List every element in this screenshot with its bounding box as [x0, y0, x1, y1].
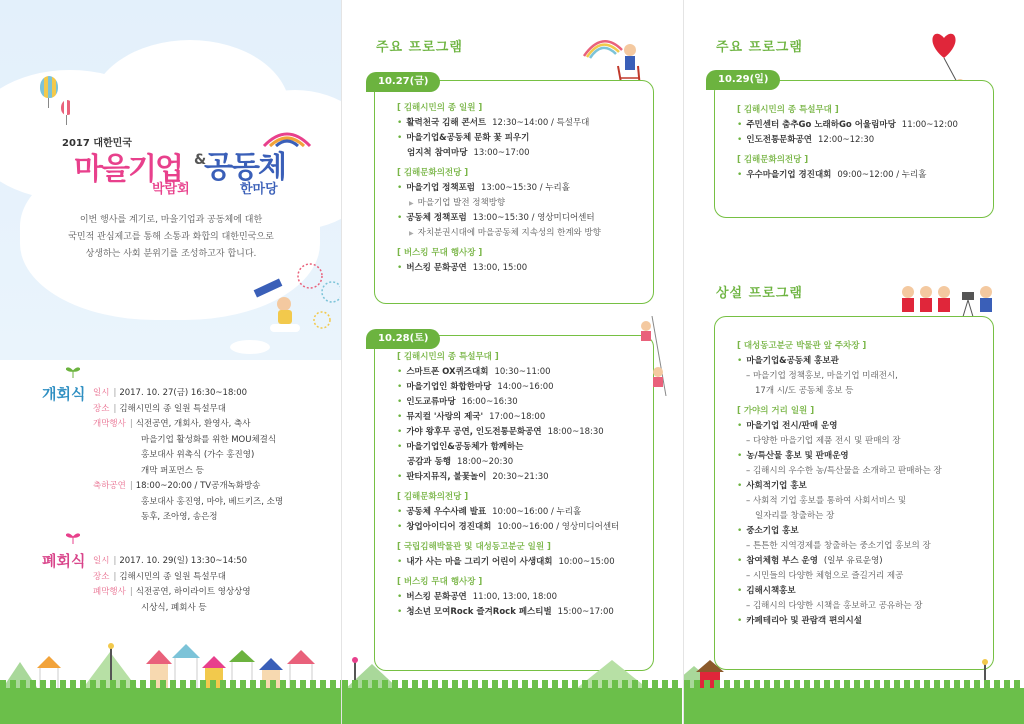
detail-value: 동후, 조아영, 송은정	[141, 512, 218, 522]
program-item	[397, 131, 601, 146]
program-name: 인도교류마당	[406, 397, 456, 407]
program-item-description	[737, 599, 942, 614]
program-item	[397, 181, 601, 196]
roof-icon	[262, 128, 312, 148]
program-item	[397, 410, 619, 425]
detail-value: 김해시민의 종 일원 특설무대	[119, 403, 226, 414]
program-item	[737, 354, 942, 369]
program-time: 튼튼한 지역경제를 창출하는 중소기업 홍보의 장	[752, 541, 931, 551]
program-time: 15:00~17:00	[557, 607, 614, 617]
detail-row	[93, 448, 283, 464]
detail-row	[93, 601, 251, 617]
detail-program-card	[714, 316, 994, 670]
intro-text	[40, 212, 302, 263]
program-list	[737, 339, 942, 629]
separator: |	[129, 419, 133, 429]
sprout-icon	[66, 366, 80, 378]
venue-heading: [ 김해문화의전당 ]	[737, 155, 809, 165]
program-item	[397, 470, 619, 485]
detail-value: 김해시민의 종 일원 특설무대	[119, 571, 226, 582]
program-name: 중소기업 홍보	[746, 526, 799, 536]
program-name: 가야 왕후무 공연, 인도전통문화공연	[406, 427, 542, 437]
program-item-description	[737, 369, 942, 384]
program-item-note	[397, 226, 601, 241]
logo-year: 2017 대한민국	[62, 138, 132, 149]
main-program-panel	[341, 0, 682, 724]
detail-value: 홍보대사 위촉식 (가수 홍진영)	[141, 450, 255, 460]
program-item	[397, 261, 601, 276]
date-tag: 10.28(토)	[366, 329, 440, 349]
detail-value: 홍보대사 홍진영, 마야, 베드키즈, 소명	[141, 496, 284, 507]
program-time: 10:30~11:00	[494, 367, 551, 377]
program-item-description	[737, 494, 942, 509]
program-item	[737, 524, 942, 539]
separator: |	[113, 556, 117, 566]
detail-row	[93, 495, 283, 511]
program-item	[737, 554, 942, 569]
program-name: 뮤지컬 '사랑의 제국'	[406, 412, 484, 422]
program-time: 마을기업 발전 정책방향	[417, 198, 506, 208]
venue-heading: [ 버스킹 무대 행사장 ]	[397, 248, 483, 258]
venue-heading: [ 김해시민의 종 특설무대 ]	[737, 105, 839, 115]
program-item-description	[737, 539, 942, 554]
program-time: 20:30~21:30	[492, 472, 549, 482]
date-tag: 10.27(금)	[366, 72, 440, 92]
logo-subtitle-left: 박람회	[152, 182, 190, 197]
program-card-day1	[374, 80, 654, 304]
program-item	[397, 555, 619, 570]
closing-title: 폐회식	[42, 552, 86, 570]
program-item	[397, 365, 619, 380]
program-name: 엄지척 참여마당	[407, 148, 468, 158]
intro-line: 상생하는 사회 분위기를 조성하고자 합니다.	[85, 249, 257, 259]
detail-row	[93, 386, 283, 402]
grass-ground	[342, 688, 682, 724]
program-list	[737, 103, 958, 183]
date-tag: 10.29(일)	[706, 70, 780, 90]
program-time: 12:00~12:30	[818, 135, 875, 145]
program-time: 마을기업 정책홍보, 마을기업 미래전시,	[752, 371, 898, 381]
program-name: 청소년 모여Rock 즐겨Rock 페스티벌	[406, 607, 552, 617]
intro-line: 국민적 관심제고를 통해 소통과 화합의 대한민국으로	[68, 232, 274, 242]
venue-heading: [ 김해문화의전당 ]	[397, 168, 469, 178]
program-time: 10:00~15:00	[558, 557, 615, 567]
closing-details	[93, 554, 251, 616]
detail-key: 일시	[93, 388, 110, 398]
program-name: 버스킹 문화공연	[406, 592, 467, 602]
detail-value: 시상식, 폐회사 등	[141, 602, 207, 613]
program-item-description	[737, 509, 942, 524]
separator: |	[113, 403, 117, 414]
program-name: 공동체 정책포럼	[406, 213, 467, 223]
logo-ampersand: &	[194, 152, 207, 168]
detail-value: 식전공연, 하이라이트 영상상영	[135, 587, 251, 597]
logo-title-left: 마을기업	[74, 152, 182, 187]
program-time: 김해시의 다양한 시책을 홍보하고 공유하는 장	[752, 601, 923, 611]
program-name: 스마트폰 OX퀴즈대회	[406, 367, 489, 377]
program-name: 내가 사는 마을 그리기 어린이 사생대회	[406, 557, 553, 567]
program-name: 인도전통문화공연	[746, 135, 813, 145]
detail-value: 18:00~20:00 / TV공개녹화방송	[135, 481, 261, 491]
program-name: 김해시책홍보	[746, 586, 796, 596]
program-name: 공동체 우수사례 발표	[406, 507, 487, 517]
detail-program-panel	[683, 0, 1024, 724]
program-name: 마을기업 정책포럼	[406, 183, 475, 193]
program-time: 10:00~16:00 / 누리홀	[492, 507, 582, 517]
logo-subtitle-right: 한마당	[240, 182, 278, 197]
program-item	[737, 614, 942, 629]
program-name: 마을기업 전시/판매 운영	[746, 421, 838, 431]
festival-logo	[62, 132, 302, 202]
program-item	[397, 425, 619, 440]
detail-section-title: 상설 프로그램	[716, 286, 803, 301]
program-time: 다양한 마을기업 제품 전시 및 판매의 장	[752, 436, 901, 446]
detail-key: 일시	[93, 556, 110, 566]
program-item-description	[737, 384, 942, 399]
separator: |	[113, 388, 117, 398]
program-time: 11:00, 13:00, 18:00	[472, 592, 558, 602]
detail-key: 폐막행사	[93, 587, 126, 597]
program-time: 18:00~20:30	[457, 457, 514, 467]
detail-row	[93, 433, 283, 449]
program-item	[737, 479, 942, 494]
program-time: 17개 시/도 공동체 홍보 등	[755, 386, 854, 396]
venue-heading: [ 김해시민의 종 일원 ]	[397, 103, 483, 113]
program-item	[397, 605, 619, 620]
venue-heading: [ 김해문화의전당 ]	[397, 492, 469, 502]
program-item	[397, 590, 619, 605]
program-item	[737, 449, 942, 464]
program-time: 13:00, 15:00	[472, 263, 528, 273]
sprout-icon	[66, 532, 80, 544]
telescope-kid-illustration	[240, 262, 340, 342]
section-title: 주요 프로그램	[716, 40, 803, 55]
program-name: 판타지뮤직, 불꽃놀이	[406, 472, 487, 482]
program-name: 우수마을기업 경진대회	[746, 170, 832, 180]
program-time: 13:00~15:30 / 영상미디어센터	[472, 213, 595, 223]
venue-heading: [ 대성동고분군 박물관 앞 주차장 ]	[737, 341, 867, 351]
program-item	[397, 440, 619, 455]
detail-row	[93, 402, 283, 418]
grass-ground	[0, 688, 341, 724]
program-time: (일부 유료운영)	[823, 556, 883, 566]
program-card-day2	[374, 335, 654, 671]
program-item	[397, 505, 619, 520]
program-name: 마을기업인 화합한마당	[406, 382, 492, 392]
program-list	[397, 101, 601, 276]
program-name: 마을기업&공동체 홍보관	[746, 356, 839, 366]
program-item	[737, 168, 958, 183]
detail-value: 개막 퍼포먼스 등	[141, 465, 204, 476]
venue-heading: [ 김해시민의 종 특설무대 ]	[397, 352, 499, 362]
logo-title-right: 공동체	[204, 150, 285, 185]
program-item	[397, 380, 619, 395]
separator: |	[113, 571, 117, 582]
detail-value: 식전공연, 개회사, 환영사, 축사	[135, 419, 251, 429]
detail-value: 2017. 10. 27(금) 16:30~18:00	[119, 388, 248, 398]
separator: |	[129, 587, 133, 597]
program-time: 일자리를 창출하는 장	[755, 511, 835, 521]
program-name: 활력천국 김해 콘서트	[406, 118, 487, 128]
detail-row	[93, 417, 283, 433]
program-item	[737, 133, 958, 148]
detail-row	[93, 479, 283, 495]
program-time: 12:30~14:00 / 특설무대	[492, 118, 590, 128]
program-card-day3	[714, 80, 994, 218]
detail-key: 장소	[93, 571, 110, 582]
program-item	[737, 118, 958, 133]
program-time: 10:00~16:00 / 영상미디어센터	[497, 522, 620, 532]
cloud-decoration	[230, 340, 270, 354]
grass-ground	[684, 688, 1024, 724]
program-time: 11:00~12:00	[901, 120, 958, 130]
program-item-continued	[397, 455, 619, 470]
venue-heading: [ 가야의 거리 일원 ]	[737, 406, 815, 416]
climbing-kids-illustration	[632, 316, 672, 396]
detail-value: 마을기업 활성화를 위한 MOU체결식	[141, 434, 277, 445]
program-time: 09:00~12:00 / 누리홀	[837, 170, 927, 180]
detail-row	[93, 464, 283, 480]
opening-details	[93, 386, 283, 526]
program-time: 사회적 기업 홍보를 통하여 사회서비스 및	[752, 496, 907, 506]
detail-value: 2017. 10. 29(일) 13:30~14:50	[119, 556, 248, 566]
program-name: 주민센터 춤추Go 노래하Go 어울림마당	[746, 120, 896, 130]
separator: |	[129, 481, 133, 491]
detail-row	[93, 570, 251, 586]
program-name: 농/특산물 홍보 및 판매운영	[746, 451, 849, 461]
program-item	[737, 584, 942, 599]
cover-panel	[0, 0, 341, 724]
program-time: 17:00~18:00	[489, 412, 546, 422]
program-item	[397, 116, 601, 131]
detail-row	[93, 510, 283, 526]
intro-line: 이번 행사를 계기로, 마을기업과 공동체에 대한	[79, 215, 263, 225]
venue-heading: [ 국립김해박물관 및 대성동고분군 일원 ]	[397, 542, 551, 552]
program-time: 13:00~17:00	[473, 148, 530, 158]
program-item	[397, 395, 619, 410]
program-item	[397, 211, 601, 226]
program-name: 버스킹 문화공연	[406, 263, 467, 273]
program-name: 사회적기업 홍보	[746, 481, 807, 491]
program-item-continued	[397, 146, 601, 161]
program-time: 시민들의 다양한 체험으로 즐길거리 제공	[752, 571, 904, 581]
program-time: 14:00~16:00	[497, 382, 554, 392]
program-list	[397, 350, 619, 620]
detail-key: 장소	[93, 403, 110, 414]
program-time: 16:00~16:30	[461, 397, 518, 407]
program-name: 공감과 동행	[407, 457, 452, 467]
program-name: 참여체험 부스 운영	[746, 556, 818, 566]
program-time: 13:00~15:30 / 누리홀	[480, 183, 570, 193]
hot-air-balloon-icon	[61, 100, 73, 115]
hot-air-balloon-icon	[40, 76, 58, 98]
section-title: 주요 프로그램	[376, 40, 463, 55]
program-name: 카페테리아 및 관람객 편의시설	[746, 616, 862, 626]
program-item-description	[737, 434, 942, 449]
program-item-note	[397, 196, 601, 211]
program-item	[737, 419, 942, 434]
program-item-description	[737, 464, 942, 479]
program-item-description	[737, 569, 942, 584]
detail-row	[93, 585, 251, 601]
program-item	[397, 520, 619, 535]
detail-key: 개막행사	[93, 419, 126, 429]
program-name: 창업아이디어 경진대회	[406, 522, 492, 532]
detail-row	[93, 554, 251, 570]
program-name: 마을기업&공동체 문화 꽃 피우기	[406, 133, 530, 143]
detail-key: 축하공연	[93, 481, 126, 491]
venue-heading: [ 버스킹 무대 행사장 ]	[397, 577, 483, 587]
program-time: 김해시의 우수한 농/특산물을 소개하고 판매하는 장	[752, 466, 942, 476]
opening-title: 개회식	[42, 385, 86, 403]
program-time: 18:00~18:30	[547, 427, 604, 437]
program-time: 자치분권시대에 마을공동체 지속성의 한계와 방향	[417, 228, 601, 238]
program-name: 마을기업인&공동체가 함께하는	[406, 442, 524, 452]
